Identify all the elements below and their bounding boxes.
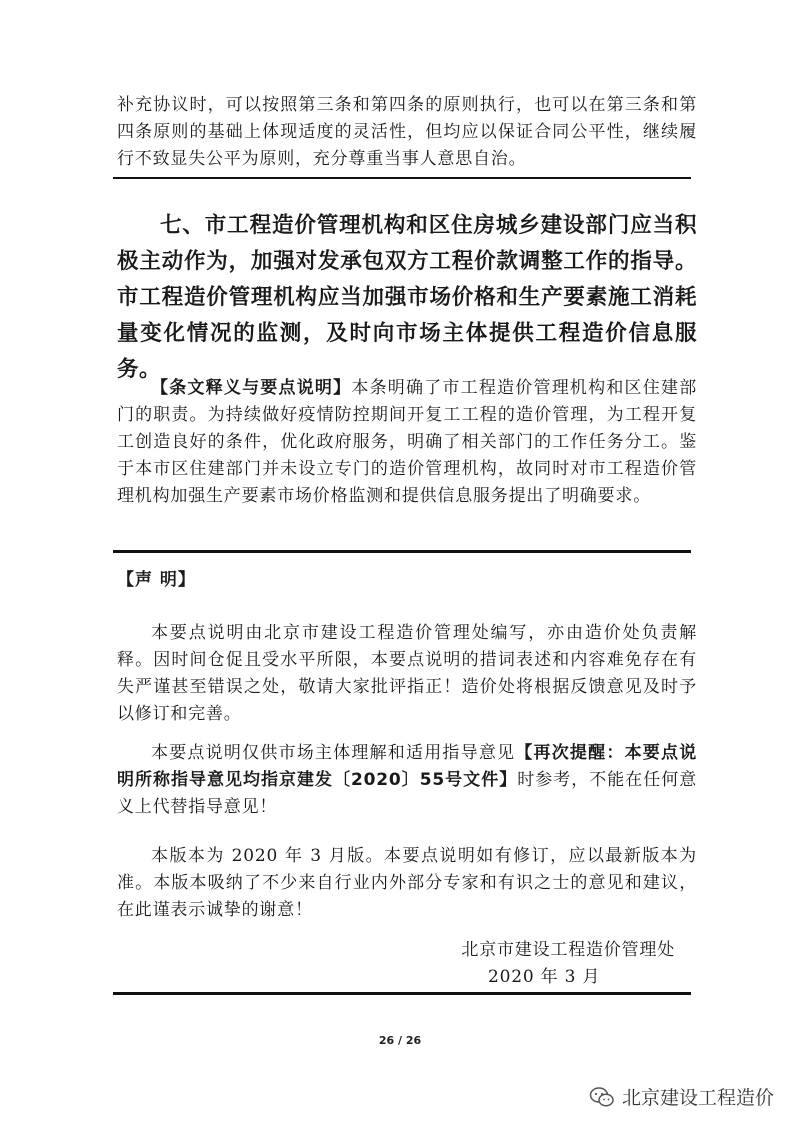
watermark-text: 北京建设工程造价	[621, 1087, 774, 1109]
declaration-bottom-rule	[113, 992, 691, 995]
declaration-paragraph-1: 本要点说明由北京市建设工程造价管理处编写，亦由造价处负责解释。因时间仓促且受水平所限，本要点说明的措词表述和内容难免存在有失严谨甚至错误之处，敬请大家批评指正！造价处将根据反馈意见及时予以修订和完善。	[117, 623, 697, 724]
declaration-p2-after: 时参考，不能在任何意义上代替指导意见！	[117, 770, 698, 817]
wechat-icon	[589, 1086, 615, 1108]
declaration-top-rule	[113, 550, 691, 553]
declaration-paragraph-3: 本版本为 2020 年 3 月版。本要点说明如有修订，应以最新版本为准。本版本吸纳了不少来自行业内外部分专家和有识之士的意见和建议，在此谨表示诚挚的谢意！	[117, 846, 697, 920]
declaration-p2-before: 本要点说明仅供市场主体理解和适用指导意见	[151, 743, 516, 763]
explanation-paragraph	[117, 375, 697, 510]
signature-organization: 北京市建设工程造价管理处	[461, 940, 675, 960]
page-number: 26 / 26	[378, 1034, 422, 1047]
signature-date: 2020 年 3 月	[488, 967, 601, 987]
declaration-title: 【声 明】	[117, 570, 196, 590]
article-heading: 七、市工程造价管理机构和区住房城乡建设部门应当积极主动作为，加强对发承包双方工程价款调整工作的指导。市工程造价管理机构应当加强市场价格和生产要素施工消耗量变化情况的监测，及时向市场主体提供工程造价信息服务。	[117, 213, 697, 382]
declaration-paragraph-2	[117, 740, 697, 821]
explanation-text: 本条明确了市工程造价管理机构和区住建部门的职责。为持续做好疫情防控期间开复工工程的造价管理，为工程开复工创造良好的条件，优化政府服务，明确了相关部门的工作任务分工。鉴于本市区住建部门并未设立专门的造价管理机构，故同时对市工程造价管理机构加强生产要素市场价格监测和提供信息服务提出了明确要求。	[117, 378, 697, 506]
declaration-p2-highlight: 【再次提醒：本要点说明所称指导意见均指京建发〔2020〕55号文件】	[117, 743, 698, 790]
explanation-label: 【条文释义与要点说明】	[151, 378, 352, 398]
divider-line	[113, 177, 691, 179]
intro-paragraph: 补充协议时，可以按照第三条和第四条的原则执行，也可以在第三条和第四条原则的基础上体现适度的灵活性，但均应以保证合同公平性，继续履行不致显失公平为原则，充分尊重当事人意思自治。	[117, 95, 697, 169]
watermark	[589, 1083, 774, 1110]
